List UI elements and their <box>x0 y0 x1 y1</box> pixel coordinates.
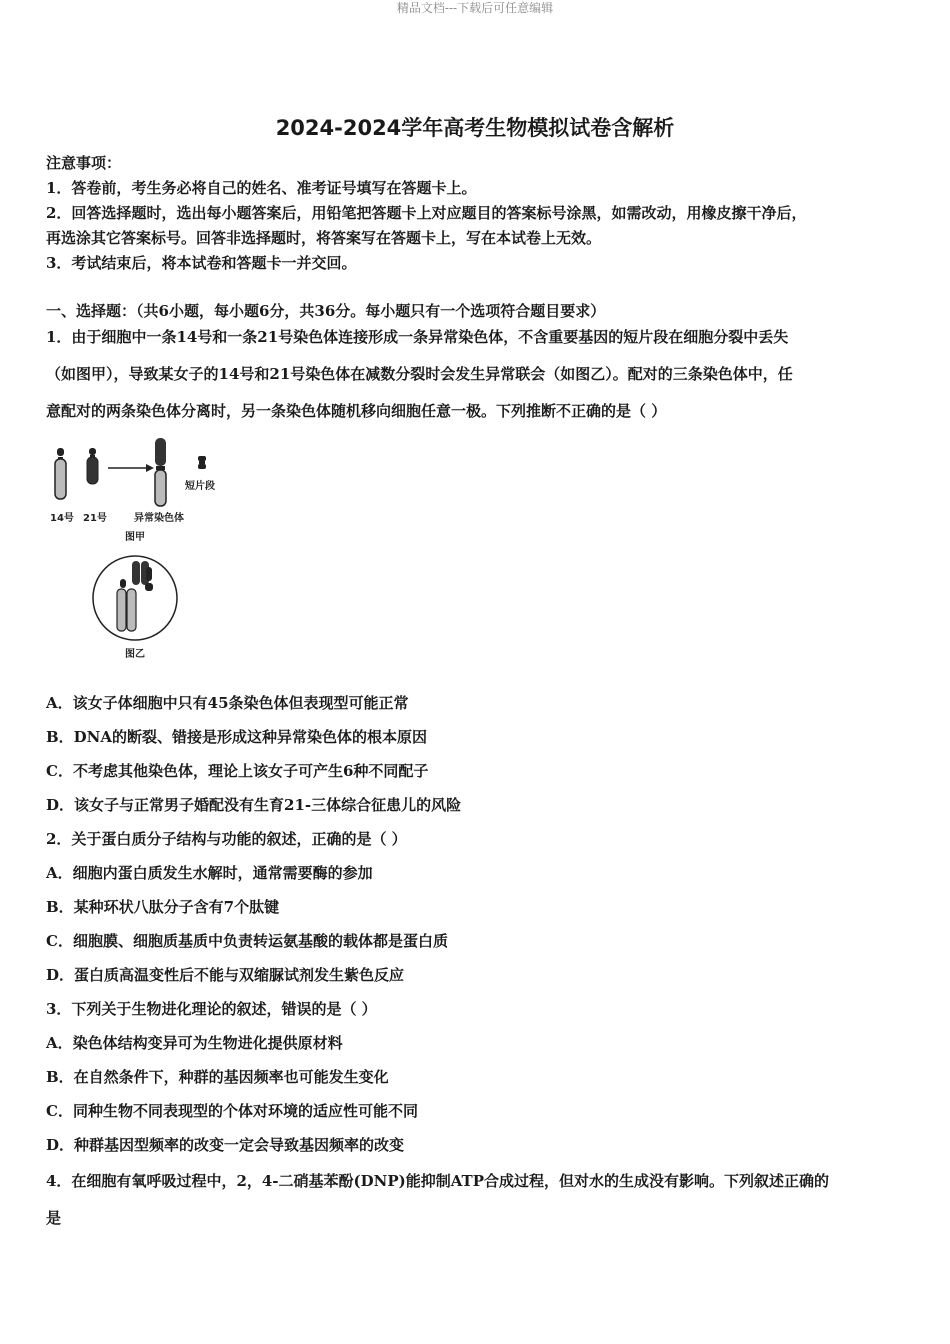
chromosome-14-icon <box>55 448 66 499</box>
label-21: 21号 <box>83 513 107 524</box>
option-a: A．细胞内蛋白质发生水解时，通常需要酶的参加 <box>46 864 373 882</box>
figure-a-diagram <box>46 432 246 552</box>
caption-a: 图甲 <box>125 532 145 543</box>
label-fragment: 短片段 <box>185 481 215 492</box>
question-stem: 3．下列关于生物进化理论的叙述，错误的是（ ） <box>46 1000 377 1018</box>
question-stem: 4．在细胞有氧呼吸过程中，2，4-二硝基苯酚(DNP)能抑制ATP合成过程，但对水的生成没有影响。下列叙述正确的 <box>46 1172 829 1190</box>
section-heading: 一、选择题：（共6小题，每小题6分，共36分。每小题只有一个选项符合题目要求） <box>46 302 606 320</box>
option-c: C．不考虑其他染色体，理论上该女子可产生6种不同配子 <box>46 762 429 780</box>
label-14: 14号 <box>50 513 74 524</box>
option-c: C．同种生物不同表现型的个体对环境的适应性可能不同 <box>46 1102 418 1120</box>
option-d: D．蛋白质高温变性后不能与双缩脲试剂发生紫色反应 <box>46 966 405 984</box>
label-abnormal: 异常染色体 <box>134 513 184 524</box>
notice-heading: 注意事项： <box>46 154 122 172</box>
page-title: 2024-2024学年高考生物模拟试卷含解析 <box>275 116 675 140</box>
figure-a <box>46 432 246 552</box>
question-stem: 2．关于蛋白质分子结构与功能的叙述，正确的是（ ） <box>46 830 407 848</box>
question-stem: 意配对的两条染色体分离时，另一条染色体随机移向细胞任意一极。下列推断不正确的是（ ） <box>46 402 667 420</box>
caption-b: 图乙 <box>125 649 145 660</box>
notice-item: 1．答卷前，考生务必将自己的姓名、准考证号填写在答题卡上。 <box>46 179 477 197</box>
short-fragment-icon <box>198 456 206 469</box>
option-a: A．染色体结构变异可为生物进化提供原材料 <box>46 1034 343 1052</box>
notice-item: 2．回答选择题时，选出每小题答案后，用铅笔把答题卡上对应题目的答案标号涂黑，如需改动，用橡皮擦干净后， <box>46 204 807 222</box>
option-a: A．该女子体细胞中只有45条染色体但表现型可能正常 <box>46 694 409 712</box>
option-d: D．种群基因型频率的改变一定会导致基因频率的改变 <box>46 1136 405 1154</box>
notice-item: 再选涂其它答案标号。回答非选择题时，将答案写在答题卡上，写在本试卷上无效。 <box>46 229 602 247</box>
arrow-icon <box>108 464 154 472</box>
abnormal-chromosome-icon <box>155 438 166 506</box>
chromosome-21-icon <box>87 448 98 484</box>
option-b: B．DNA的断裂、错接是形成这种异常染色体的根本原因 <box>46 728 428 746</box>
question-stem: 1．由于细胞中一条14号和一条21号染色体连接形成一条异常染色体，不含重要基因的短片段在细胞分裂中丢失 <box>46 328 789 346</box>
figure-b-diagram <box>88 553 188 665</box>
option-b: B．某种环状八肽分子含有7个肽键 <box>46 898 280 916</box>
notice-item: 3．考试结束后，将本试卷和答题卡一并交回。 <box>46 254 357 272</box>
question-stem: 是 <box>46 1209 62 1227</box>
option-d: D．该女子与正常男子婚配没有生育21-三体综合征患儿的风险 <box>46 796 462 814</box>
watermark-header: 精品文档---下载后可任意编辑 <box>396 1 554 15</box>
question-stem: （如图甲），导致某女子的14号和21号染色体在减数分裂时会发生异常联会（如图乙）。配对的三条染色体中，任 <box>46 365 793 383</box>
option-b: B．在自然条件下，种群的基因频率也可能发生变化 <box>46 1068 389 1086</box>
figure-b <box>88 553 188 665</box>
option-c: C．细胞膜、细胞质基质中负责转运氨基酸的载体都是蛋白质 <box>46 932 448 950</box>
